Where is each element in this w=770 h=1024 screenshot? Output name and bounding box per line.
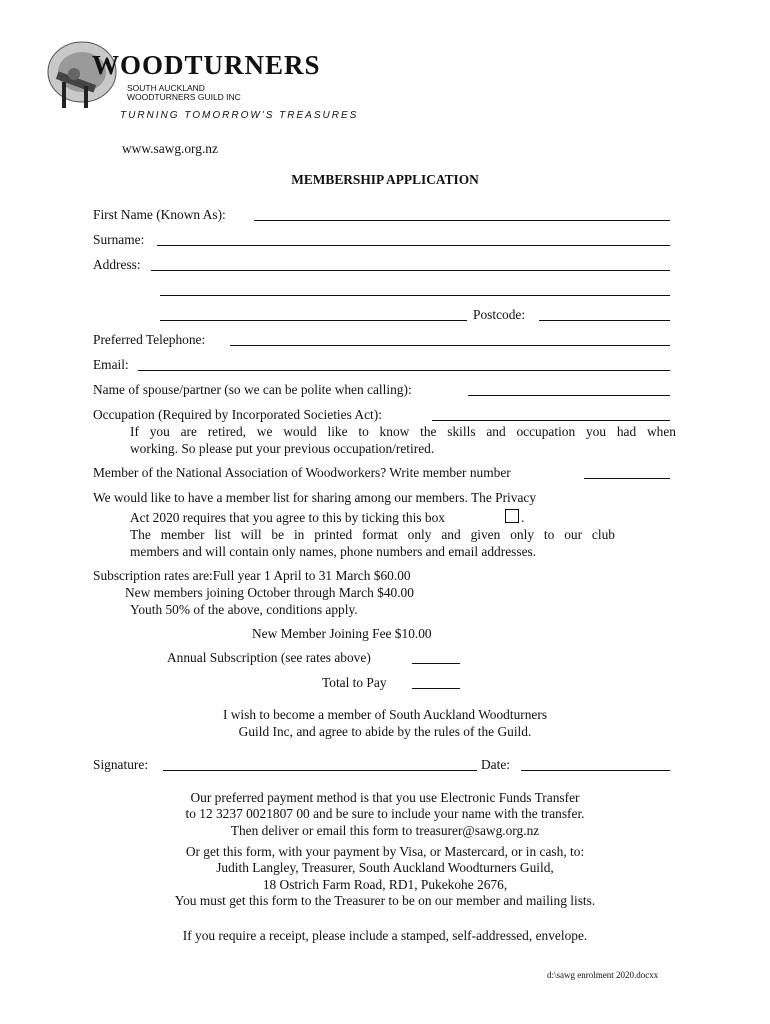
address-field-line2[interactable] [160,295,670,296]
email-field[interactable] [138,370,670,371]
first-name-label: First Name (Known As): [93,207,226,222]
payment-line5: Judith Langley, Treasurer, South Auckland Woodturners Guild, [216,860,554,875]
telephone-field[interactable] [230,345,670,346]
payment-line2: to 12 3237 0021807 00 and be sure to include your name with the transfer. [185,806,585,821]
logo-subtitle-line1: SOUTH AUCKLAND [127,83,205,93]
footer-filename: d:\sawg enrolment 2020.docxx [547,970,659,980]
spouse-label: Name of spouse/partner (so we can be polite when calling): [93,382,412,397]
occupation-label: Occupation (Required by Incorporated Societies Act): [93,407,382,422]
postcode-label: Postcode: [473,307,526,322]
occupation-field[interactable] [432,420,670,421]
agreement-line1: I wish to become a member of South Auckland Woodturners [222,707,548,722]
annual-subscription-field[interactable] [412,663,460,664]
joining-fee-label: New Member Joining Fee $10.00 [252,626,432,641]
address-label: Address: [93,257,141,272]
email-label: Email: [93,357,129,372]
rates-line1: Subscription rates are:Full year 1 April to 31 March $60.00 [93,568,411,583]
surname-field[interactable] [157,245,670,246]
total-field[interactable] [412,688,460,689]
logo-title: WOODTURNERS [92,50,321,80]
occupation-note-line1: If you are retired, we would like to know the skills and occupation you had when [130,424,676,439]
receipt-note: If you require a receipt, please include a stamped, self-addressed, envelope. [182,928,588,943]
privacy-line2-end: . [521,510,525,525]
date-label: Date: [481,757,510,772]
spouse-field[interactable] [468,395,670,396]
privacy-line3: The member list will be in printed format only and given only to our club [130,527,615,542]
date-field[interactable] [521,770,670,771]
payment-line4: Or get this form, with your payment by Visa, or Mastercard, or in cash, to: [185,844,585,859]
first-name-field[interactable] [254,220,670,221]
page-title: MEMBERSHIP APPLICATION [291,172,479,187]
total-label: Total to Pay [322,675,387,690]
logo-tagline: TURNING TOMORROW'S TREASURES [120,110,359,121]
annual-subscription-label: Annual Subscription (see rates above) [167,650,371,665]
occupation-note-line2: working. So please put your previous occupation/retired. [130,441,435,456]
privacy-line4: members and will contain only names, phone numbers and email addresses. [130,544,537,559]
payment-line6: 18 Ostrich Farm Road, RD1, Pukekohe 2676, [262,877,508,892]
logo-subtitle-line2: WOODTURNERS GUILD INC [127,92,241,102]
rates-line2: New members joining October through March $40.00 [125,585,414,600]
agreement-line2: Guild Inc, and agree to abide by the rules of the Guild. [238,724,532,739]
rates-line3: Youth 50% of the above, conditions apply. [130,602,358,617]
payment-line7: You must get this form to the Treasurer to be on our member and mailing lists. [174,893,596,908]
naw-label: Member of the National Association of Woodworkers? Write member number [93,465,511,480]
logo [44,38,359,123]
privacy-consent-checkbox[interactable] [505,509,519,523]
privacy-line1: We would like to have a member list for sharing among our members. The Privacy [93,490,537,505]
address-field-line1[interactable] [151,270,670,271]
signature-field[interactable] [163,770,477,771]
address-field-line3[interactable] [160,320,467,321]
signature-label: Signature: [93,757,149,772]
payment-line1: Our preferred payment method is that you use Electronic Funds Transfer [190,790,580,805]
naw-field[interactable] [584,478,670,479]
telephone-label: Preferred Telephone: [93,332,206,347]
postcode-field[interactable] [539,320,670,321]
payment-line3: Then deliver or email this form to treasurer@sawg.org.nz [230,823,540,838]
website-link[interactable]: www.sawg.org.nz [122,141,218,156]
privacy-line2: Act 2020 requires that you agree to this by ticking this box [130,510,445,525]
surname-label: Surname: [93,232,145,247]
